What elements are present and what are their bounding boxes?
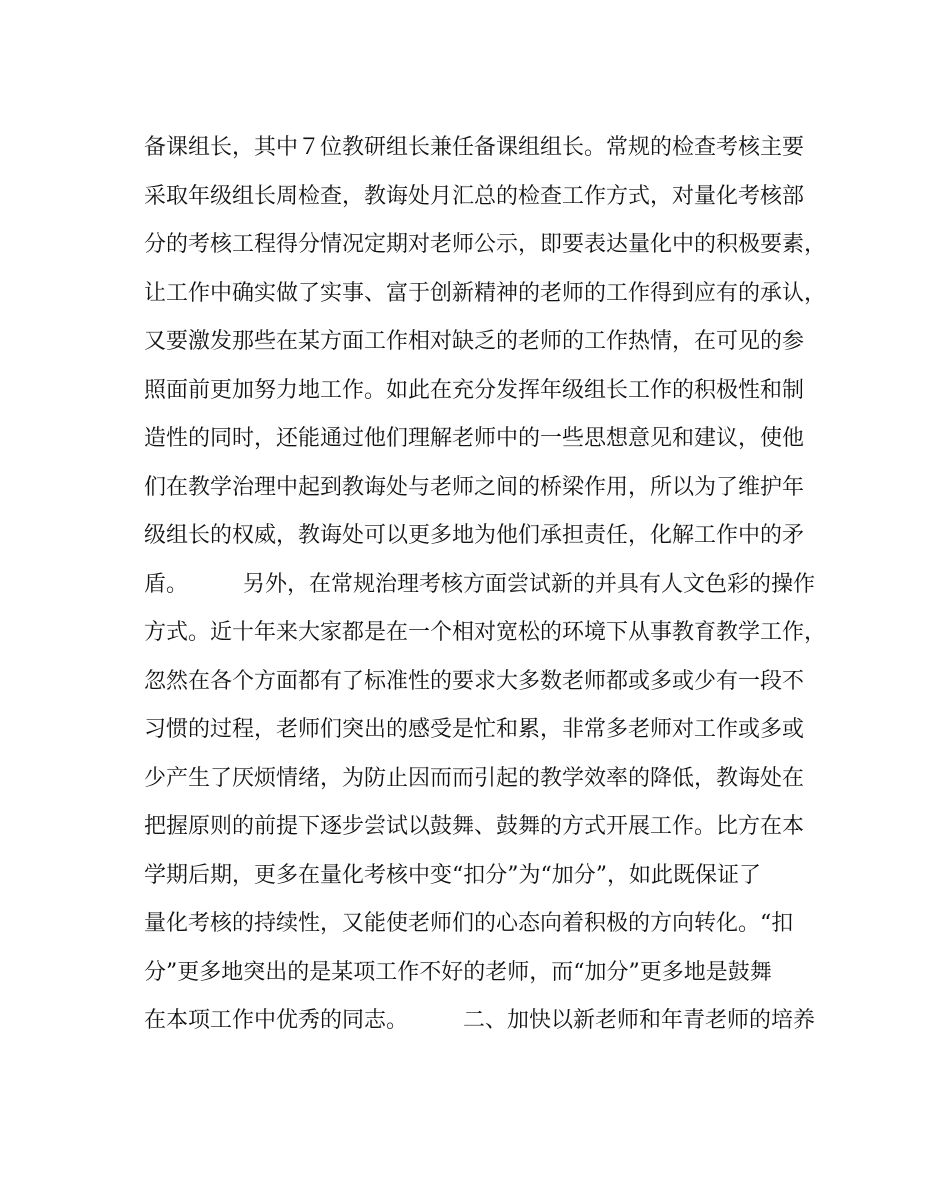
text-line: 量化考核的持续性，又能使老师们的心态向着积极的方向转化。“扣 xyxy=(144,911,794,936)
text-line: 级组长的权威，教诲处可以更多地为他们承担责任，化解工作中的矛 xyxy=(144,523,805,548)
text-line: 忽然在各个方面都有了标准性的要求大多数老师都或多或少有一段不 xyxy=(144,668,805,694)
body-text xyxy=(144,124,827,1046)
text-line: 备课组长，其中７位教研组长兼任备课组组长。常规的检查考核主要 xyxy=(144,135,805,160)
text-line: 把握原则的前提下逐步尝试以鼓舞、鼓舞的方式开展工作。比方在本 xyxy=(144,814,805,839)
text-line: 盾。 另外，在常规治理考核方面尝试新的并具有人文色彩的操作 xyxy=(144,571,816,597)
text-line: 采取年级组长周检查，教诲处月汇总的检查工作方式，对量化考核部 xyxy=(144,183,805,209)
text-line: 分的考核工程得分情况定期对老师公示，即要表达量化中的积极要素， xyxy=(144,232,827,257)
text-line: 们在教学治理中起到教诲处与老师之间的桥梁作用，所以为了维护年 xyxy=(144,474,805,500)
text-line: 学期后期，更多在量化考核中变“扣分”为“加分”，如此既保证了 xyxy=(144,862,761,888)
text-line: 照面前更加努力地工作。如此在充分发挥年级组长工作的积极性和制 xyxy=(144,377,805,403)
text-line: 在本项工作中优秀的同志。 二、加快以新老师和年青老师的培养 xyxy=(144,1008,816,1033)
text-line: 少产生了厌烦情绪，为防止因而而引起的教学效率的降低，教诲处在 xyxy=(144,765,805,791)
text-line: 造性的同时，还能通过他们理解老师中的一些思想意见和建议，使他 xyxy=(144,426,805,451)
text-line: 习惯的过程，老师们突出的感受是忙和累，非常多老师对工作或多或 xyxy=(144,717,805,742)
text-line: 让工作中确实做了实事、富于创新精神的老师的工作得到应有的承认， xyxy=(144,280,827,306)
text-line: 分”更多地突出的是某项工作不好的老师，而“加分”更多地是鼓舞 xyxy=(144,959,772,985)
text-line: 方式。近十年来大家都是在一个相对宽松的环境下从事教育教学工作， xyxy=(144,620,827,645)
text-line: 又要激发那些在某方面工作相对缺乏的老师的工作热情，在可见的参 xyxy=(144,329,805,354)
